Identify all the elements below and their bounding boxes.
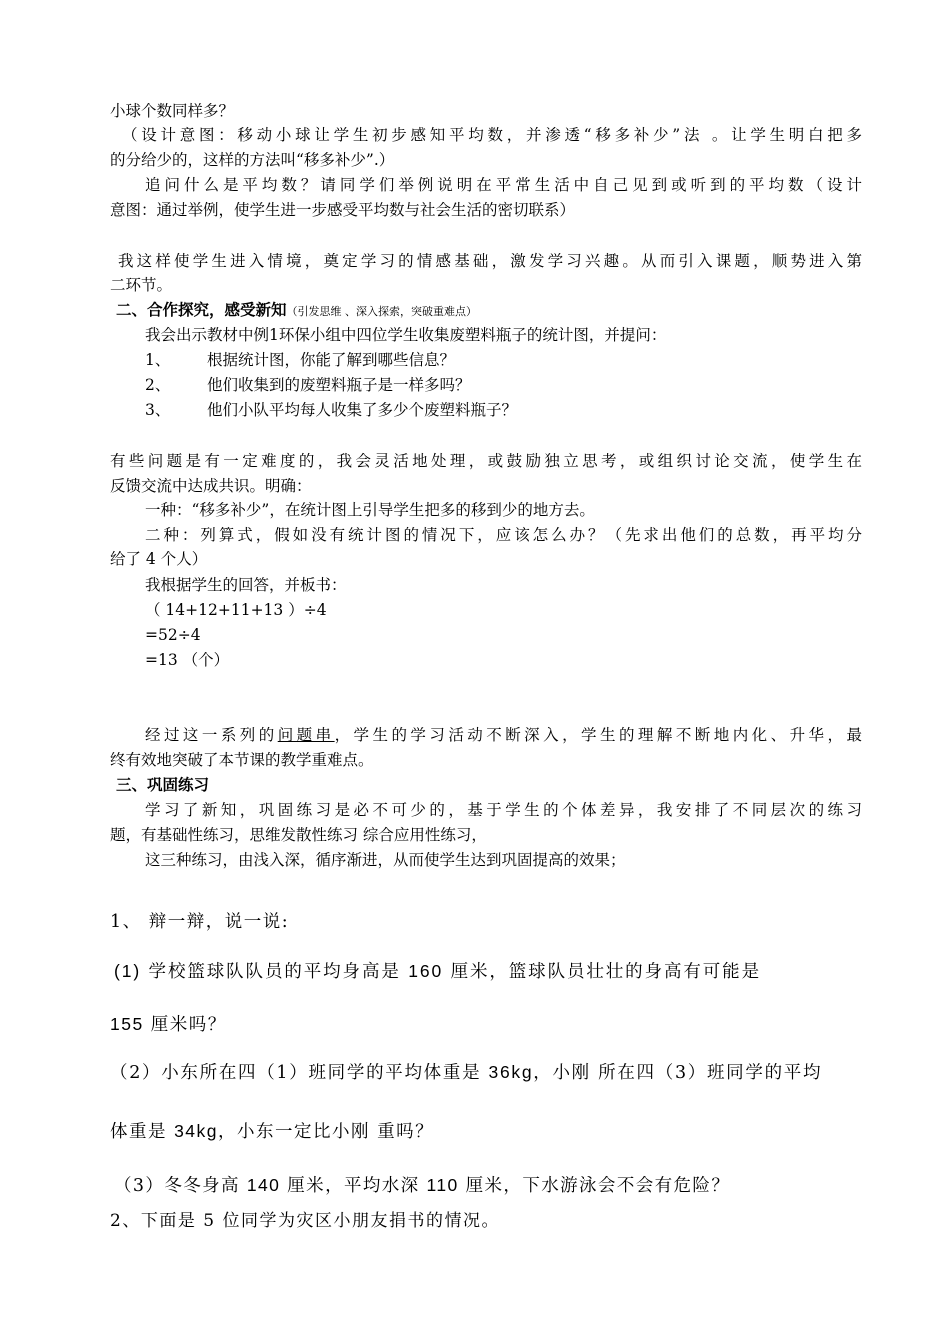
exercise-heading: 2、下面是 5 位同学为灾区小朋友捐书的情况。 bbox=[110, 1211, 500, 1231]
section-heading-2-note: （引发思维 、深入探索，突破重难点） bbox=[286, 305, 478, 318]
paragraph-line: 反馈交流中达成共识。明确： bbox=[110, 477, 312, 495]
paragraph-line: 终有效地突破了本节课的教学重难点。 bbox=[110, 751, 374, 769]
question-item bbox=[145, 376, 897, 394]
paragraph-line: 一种：“移多补少”，在统计图上引导学生把多的移到少的地方去。 bbox=[145, 501, 595, 519]
exercise-line bbox=[114, 960, 862, 983]
text-run: 学校篮球队队员的平均身高是 bbox=[141, 962, 409, 982]
exercise-line bbox=[110, 1120, 862, 1143]
text-run: 体重是 bbox=[110, 1122, 175, 1142]
question-item bbox=[145, 351, 897, 369]
question-text: 他们收集到的废塑料瓶子是一样多吗？ bbox=[207, 376, 471, 394]
section-heading-3: 三、巩固练习 bbox=[116, 775, 210, 794]
formula-line: =13 （个） bbox=[145, 651, 230, 669]
text-run: 厘米吗？ bbox=[143, 1015, 227, 1035]
question-number: 1、 bbox=[145, 351, 171, 369]
question-text: 他们小队平均每人收集了多少个废塑料瓶子？ bbox=[207, 401, 518, 419]
paragraph-line: 的分给少的，这样的方法叫“移多补少”.） bbox=[110, 151, 395, 169]
text-run: ，小刚 所在四（3）班同学的平均 bbox=[533, 1063, 823, 1083]
paragraph-line: 这三种练习，由浅入深，循序渐进，从而使学生达到巩固提高的效果； bbox=[145, 851, 626, 869]
paragraph-line: （设计意图：移动小球让学生初步感知平均数，并渗透“移多补少”法 。让学生明白把多 bbox=[122, 126, 862, 144]
question-number: 2、 bbox=[145, 376, 171, 394]
exercise-heading: 1、 辩一辩，说一说: bbox=[110, 912, 290, 932]
paragraph-line: 题，有基础性练习，思维发散性练习 综合应用性练习， bbox=[110, 826, 487, 844]
text-run: （3）冬冬身高 bbox=[114, 1176, 247, 1196]
exercise-line bbox=[114, 1174, 866, 1197]
paragraph-line: 追问什么是平均数？请同学们举例说明在平常生活中自己见到或听到的平均数（设计 bbox=[145, 176, 862, 194]
paragraph-line: 二种：列算式，假如没有统计图的情况下，应该怎么办？（先求出他们的总数，再平均分 bbox=[145, 526, 862, 544]
number: 140 bbox=[246, 1175, 281, 1195]
paragraph-line: 意图：通过举例，使学生进一步感受平均数与社会生活的密切联系） bbox=[110, 201, 576, 219]
question-text: 根据统计图，你能了解到哪些信息？ bbox=[207, 351, 456, 369]
text-run: （2）小东所在四（1）班同学的平均体重是 bbox=[110, 1063, 489, 1083]
number: 160 bbox=[408, 961, 444, 981]
text-run: ，学生的学习活动不断深入，学生的理解不断地内化、升华，最 bbox=[334, 726, 862, 744]
paragraph-line bbox=[145, 726, 862, 744]
text-run: 厘米，平均水深 bbox=[280, 1176, 427, 1196]
paragraph-line: 给了 4 个人） bbox=[110, 550, 208, 568]
question-number: 3、 bbox=[145, 401, 171, 419]
question-item bbox=[145, 401, 897, 419]
paragraph-line: 小球个数同样多？ bbox=[110, 102, 235, 120]
formula-line: =52÷4 bbox=[145, 626, 201, 644]
text-run: ，小东一定比小刚 重吗？ bbox=[218, 1122, 435, 1142]
section-heading-2-title: 二、合作探究，感受新知 bbox=[116, 300, 287, 319]
number: 155 bbox=[110, 1014, 144, 1034]
item-number: (1) bbox=[114, 961, 142, 981]
exercise-line bbox=[110, 1013, 862, 1036]
formula-line: （ 14+12+11+13 ）÷4 bbox=[145, 601, 327, 619]
underlined-term: 问题串 bbox=[277, 726, 335, 744]
paragraph-line: 我这样使学生进入情境，奠定学习的情感基础，激发学习兴趣。从而引入课题，顺势进入第 bbox=[118, 252, 862, 270]
number: 36kg bbox=[488, 1062, 534, 1082]
paragraph-line: 我会出示教材中例1环保小组中四位学生收集废塑料瓶子的统计图，并提问： bbox=[145, 326, 667, 344]
exercise-line bbox=[110, 1061, 862, 1084]
number: 110 bbox=[426, 1175, 459, 1195]
text-run: 厘米，下水游泳会不会有危险？ bbox=[458, 1176, 731, 1196]
paragraph-line: 我根据学生的回答，并板书： bbox=[145, 576, 347, 594]
paragraph-line: 二环节。 bbox=[110, 276, 173, 294]
paragraph-line: 有些问题是有一定难度的，我会灵活地处理，或鼓励独立思考，或组织讨论交流，使学生在 bbox=[110, 452, 862, 470]
text-run: 经过这一系列的 bbox=[145, 726, 278, 744]
section-heading-2 bbox=[116, 301, 868, 321]
paragraph-line: 学习了新知，巩固练习是必不可少的，基于学生的个体差异，我安排了不同层次的练习 bbox=[145, 801, 862, 819]
number: 34kg bbox=[174, 1121, 219, 1141]
text-run: 厘米，篮球队员壮壮的身高有可能是 bbox=[443, 962, 761, 982]
